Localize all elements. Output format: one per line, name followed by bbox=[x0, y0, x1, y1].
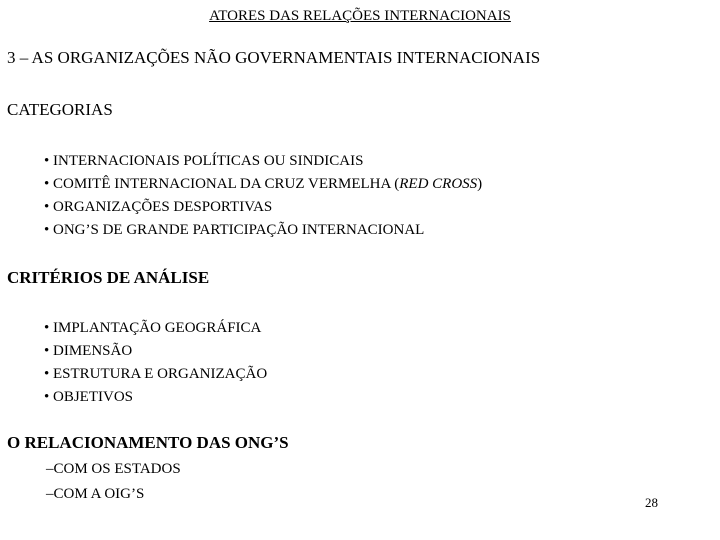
list-item: • DIMENSÃO bbox=[44, 343, 133, 359]
section-subtitle: 3 – AS ORGANIZAÇÕES NÃO GOVERNAMENTAIS INTERNACIONAIS bbox=[7, 48, 541, 67]
list-item: • OBJETIVOS bbox=[44, 389, 134, 405]
categorias-list bbox=[44, 150, 482, 242]
criterios-list bbox=[44, 317, 267, 409]
page-title: ATORES DAS RELAÇÕES INTERNACIONAIS bbox=[209, 8, 511, 24]
list-item: • INTERNACIONAIS POLÍTICAS OU SINDICAIS bbox=[44, 153, 364, 169]
list-item: • ONG’S DE GRANDE PARTICIPAÇÃO INTERNACIONAL bbox=[44, 222, 425, 238]
page-number: 28 bbox=[645, 495, 658, 510]
list-item: –COM OS ESTADOS bbox=[46, 461, 181, 477]
list-item: • ESTRUTURA E ORGANIZAÇÃO bbox=[44, 366, 268, 382]
relacionamento-list bbox=[46, 457, 181, 507]
criterios-heading: CRITÉRIOS DE ANÁLISE bbox=[7, 268, 210, 287]
list-item: –COM A OIG’S bbox=[46, 486, 145, 502]
list-item: • IMPLANTAÇÃO GEOGRÁFICA bbox=[44, 320, 262, 336]
relacionamento-heading: O RELACIONAMENTO DAS ONG’S bbox=[7, 433, 289, 452]
list-item: • ORGANIZAÇÕES DESPORTIVAS bbox=[44, 199, 273, 215]
red-cross-italic: RED CROSS bbox=[399, 176, 478, 192]
categorias-heading: CATEGORIAS bbox=[7, 100, 113, 119]
list-item: • COMITÊ INTERNACIONAL DA CRUZ VERMELHA (RED CROSS) bbox=[44, 176, 483, 192]
